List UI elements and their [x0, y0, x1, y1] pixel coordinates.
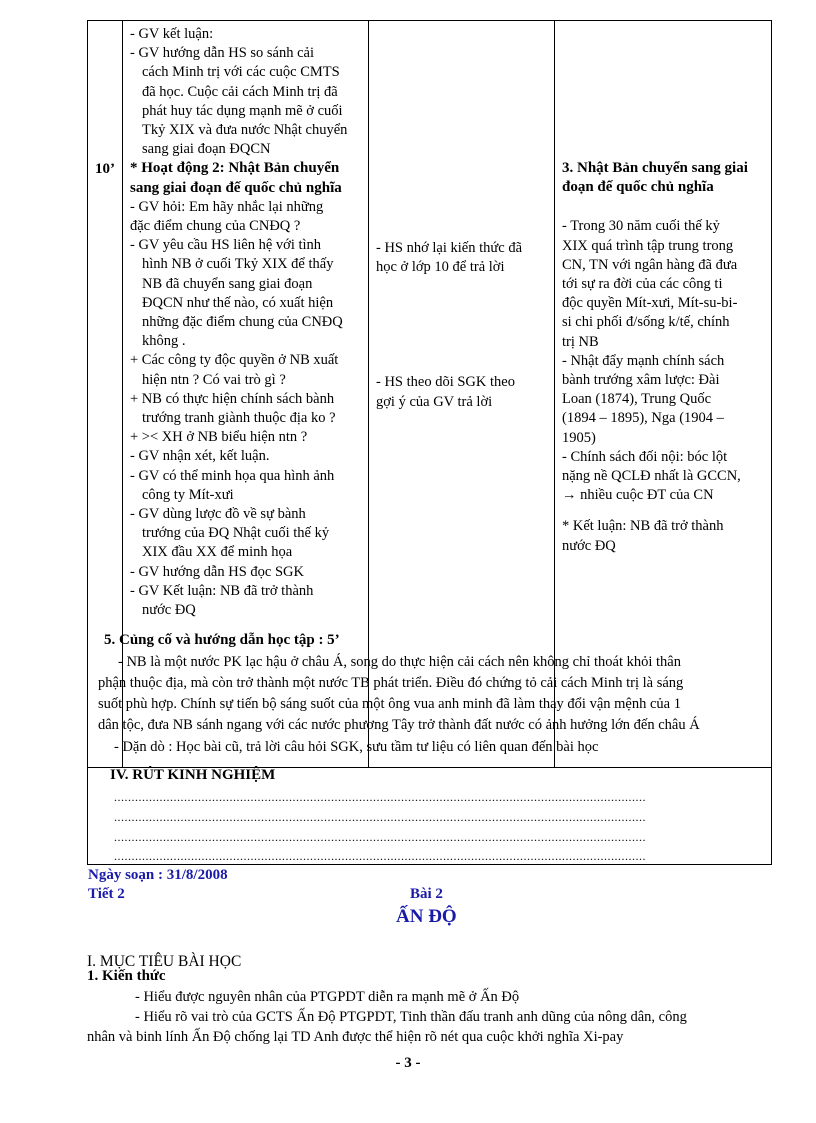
preparation-date: Ngày soạn : 31/8/2008: [88, 867, 228, 883]
teacher-line: - GV nhận xét, kết luận.: [130, 448, 270, 465]
teacher-line: phát huy tác dụng mạnh mẽ ở cuối: [142, 102, 343, 119]
content-line: XIX quá trình tập trung trong: [562, 237, 734, 254]
teacher-line: trướng tranh giành thuộc địa ko ?: [142, 410, 336, 427]
teacher-line: đã học. Cuộc cải cách Minh trị đã: [142, 83, 338, 100]
teacher-line: + >< XH ở NB biểu hiện ntn ?: [130, 429, 308, 446]
teacher-activity-text: [123, 21, 368, 620]
content-line: → nhiều cuộc ĐT của CN: [562, 487, 714, 504]
teacher-line: * Hoạt động 2: Nhật Bản chuyển: [130, 160, 340, 177]
lesson-label: Bài 2: [410, 886, 443, 902]
dot-line: ........................................................................................................................................................: [114, 849, 646, 863]
teacher-line: - GV hướng dẫn HS đọc SGK: [130, 563, 304, 580]
summary-title: 5. Củng cố và hướng dẫn học tập : 5’: [104, 632, 340, 648]
teacher-line: - GV có thể minh họa qua hình ảnh: [130, 467, 335, 484]
teacher-line: những đặc điểm chung của CNĐQ: [142, 314, 343, 331]
summary-line: dân tộc, đưa NB sánh ngang với các nước phương Tây trở thành đất nước có ảnh hưởng lớn đến châu Á: [98, 717, 700, 733]
summary-line: phận thuộc địa, mà còn trở thành một nước TB phát triển. Điều đó chứng tỏ cải cách Minh trị là sáng: [98, 675, 684, 691]
objective-line: - Hiểu được nguyên nhân của PTGPDT diễn ra mạnh mẽ ở Ấn Độ: [135, 989, 520, 1005]
content-line: tới sự ra đời của các công ti: [562, 276, 723, 293]
experience-title: IV. RÚT KINH NGHIỆM: [110, 767, 276, 783]
teacher-line: XIX đầu XX để minh họa: [142, 544, 293, 561]
content-line: CN, TN với ngân hàng đã đưa: [562, 256, 738, 273]
student-activity-text: [369, 21, 554, 412]
teacher-line: - GV yêu cầu HS liên hệ với tình: [130, 237, 322, 254]
content-line: si chi phối đ/sống k/tế, chính: [562, 314, 730, 331]
content-heading: 3. Nhật Bản chuyển sang giai: [562, 160, 748, 176]
teacher-line: nước ĐQ: [142, 602, 196, 619]
content-line: - Nhật đẩy mạnh chính sách: [562, 352, 725, 369]
content-line: - Chính sách đối nội: bóc lột: [562, 448, 728, 465]
teacher-line: - GV Kết luận: NB đã trở thành: [130, 582, 314, 599]
teacher-line: - GV hướng dẫn HS so sánh cải: [130, 45, 315, 62]
dot-line: ........................................................................................................................................................: [114, 810, 646, 824]
objective-line: - Hiểu rõ vai trò của GCTS Ấn Độ PTGPDT, Tinh thần đấu tranh anh dũng của nông dân, công: [135, 1009, 687, 1025]
student-line: - HS nhớ lại kiến thức đã: [376, 240, 522, 256]
teacher-line: - GV hỏi: Em hãy nhắc lại những: [130, 198, 324, 215]
teacher-line: đặc điểm chung của CNĐQ ?: [130, 218, 301, 235]
content-line: - Trong 30 năm cuối thế kỷ: [562, 218, 720, 235]
content-line: (1894 – 1895), Nga (1904 –: [562, 410, 724, 427]
teacher-line: không .: [142, 333, 186, 350]
teacher-line: hình NB ở cuối Tkỷ XIX để thấy: [142, 256, 334, 273]
content-text: [555, 21, 771, 556]
summary-box: [87, 628, 772, 865]
subsection-heading: 1. Kiến thức: [87, 968, 166, 984]
teacher-line: Tkỷ XIX và đưa nước Nhật chuyển: [142, 122, 348, 139]
content-lines: [562, 217, 765, 505]
content-line: độc quyền Mít-xưi, Mít-su-bi-: [562, 295, 738, 312]
teacher-line: hiện ntn ? Có vai trò gì ?: [142, 371, 286, 388]
section-heading: I. MỤC TIÊU BÀI HỌC: [87, 953, 242, 970]
content-conclusion: nước ĐQ: [562, 537, 616, 554]
teacher-line: sang giai đoạn đế quốc chủ nghĩa: [130, 179, 342, 196]
dot-line: ........................................................................................................................................................: [114, 790, 646, 804]
objective-line: nhân và binh lính Ấn Độ chống lại TD Anh được thể hiện rõ nét qua cuộc khởi nghĩa Xi-pay: [87, 1029, 624, 1045]
teacher-line: sang giai đoạn ĐQCN: [142, 141, 271, 158]
content-line: bành trướng xâm lược: Đài: [562, 372, 720, 389]
content-heading: đoạn đế quốc chủ nghĩa: [562, 179, 714, 196]
content-line: 1905): [562, 429, 596, 446]
teacher-line: ĐQCN như thế nào, có xuất hiện: [142, 294, 334, 311]
content-line: Loan (1874), Trung Quốc: [562, 391, 712, 408]
teacher-line: - GV kết luận:: [130, 26, 214, 42]
lesson-title: ẤN ĐỘ: [396, 906, 457, 927]
teacher-line: cách Minh trị với các cuộc CMTS: [142, 64, 340, 81]
teacher-line: - GV dùng lược đồ về sự bành: [130, 506, 306, 523]
student-line: gợi ý của GV trả lời: [376, 393, 493, 410]
teacher-line: + NB có thực hiện chính sách bành: [130, 390, 335, 407]
time-cell: 10’: [88, 21, 123, 768]
student-line: - HS theo dõi SGK theo: [376, 374, 515, 391]
dot-line: ........................................................................................................................................................: [114, 830, 646, 844]
summary-line: - Dặn dò : Học bài cũ, trả lời câu hỏi SGK, sưu tầm tư liệu có liên quan đến bài học: [114, 739, 599, 755]
period-label: Tiết 2: [88, 886, 125, 902]
summary-line: - NB là một nước PK lạc hậu ở châu Á, song do thực hiện cải cách nên không chỉ thoát khỏi thân: [118, 654, 681, 670]
teacher-line: trướng của ĐQ Nhật cuối thế kỷ: [142, 525, 330, 542]
teacher-line: + Các công ty độc quyền ở NB xuất: [130, 352, 339, 369]
content-conclusion: * Kết luận: NB đã trở thành: [562, 518, 724, 535]
teacher-line: công ty Mít-xưi: [142, 486, 234, 503]
content-line: trị NB: [562, 333, 599, 350]
summary-line: suốt phù hợp. Chính sự tiến bộ sáng suốt của một ông vua anh minh đã làm thay đổi vận mệnh của 1: [98, 696, 681, 712]
page-number: - 3 -: [395, 1055, 421, 1071]
content-line: nặng nề QCLĐ nhất là GCCN,: [562, 468, 741, 485]
teacher-line: NB đã chuyển sang giai đoạn: [142, 275, 313, 292]
student-line: học ở lớp 10 để trả lời: [376, 259, 505, 276]
